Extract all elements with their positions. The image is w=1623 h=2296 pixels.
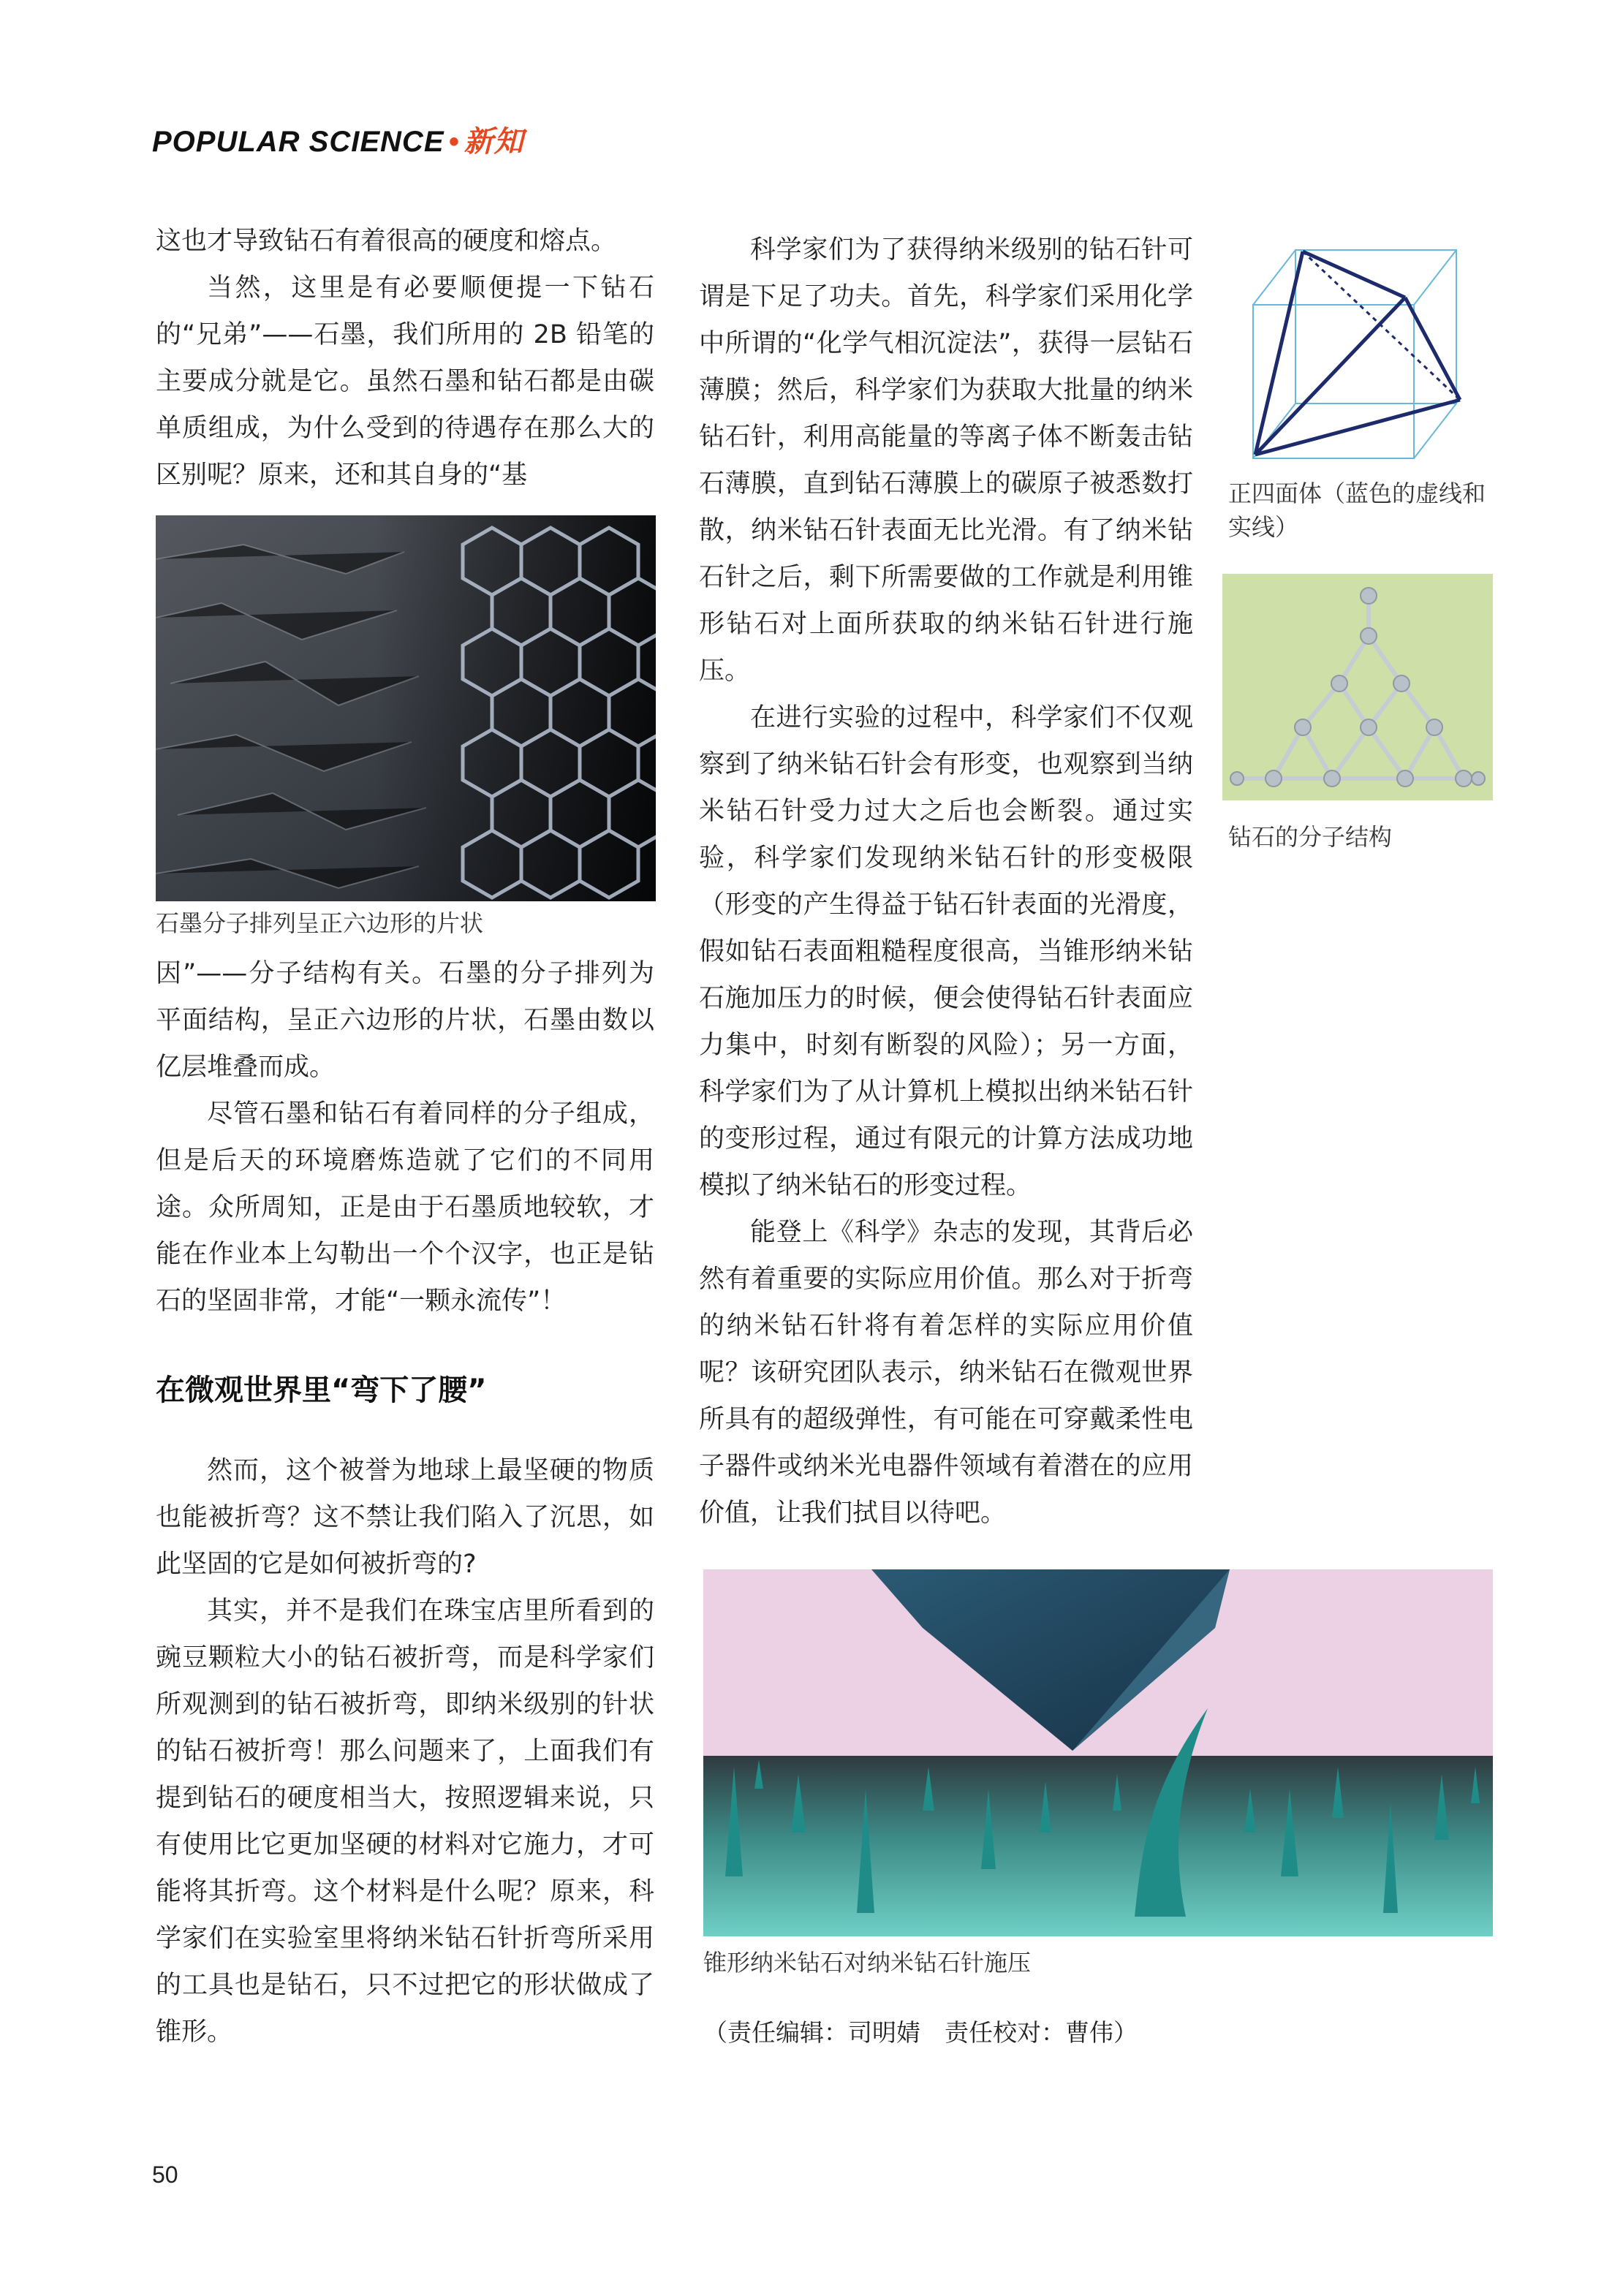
section-heading: 在微观世界里“弯下了腰”: [156, 1374, 487, 1407]
header-separator: •: [448, 126, 460, 158]
paragraph: 因”——分子结构有关。石墨的分子排列为平面结构，呈正六边形的片状，石墨由数以亿层堆叠而成。: [156, 959, 654, 1082]
diamond-structure-image: [1222, 574, 1493, 800]
diamond-caption: 钻石的分子结构: [1228, 823, 1393, 851]
cone-caption: 锥形纳米钻石对纳米钻石针施压: [703, 1949, 1032, 1977]
brand-name: POPULAR SCIENCE: [152, 126, 444, 158]
nano-cone-image: [703, 1569, 1493, 1936]
paragraph: 当然，这里是有必要顺便提一下钻石的“兄弟”——石墨，我们所用的 2B 铅笔的主要成分就是它。虽然石墨和钻石都是由碳单质组成，为什么受到的待遇存在那么大的区别呢？原来，还和其自身的“基: [156, 273, 654, 490]
tetrahedron-caption: 正四面体（蓝色的虚线和实线）: [1228, 480, 1486, 541]
paragraph: 这也才导致钻石有着很高的硬度和熔点。: [156, 227, 617, 256]
paragraph: 然而，这个被誉为地球上最坚硬的物质也能被折弯？这不禁让我们陷入了沉思，如此坚固的它是如何被折弯的?: [156, 1456, 654, 1579]
paragraph: 其实，并不是我们在珠宝店里所看到的豌豆颗粒大小的钻石被折弯，而是科学家们所观测到的钻石被折弯，即纳米级别的针状的钻石被折弯！那么问题来了，上面我们有提到钻石的硬度相当大，按照逻辑来说，只有使用比它更加坚硬的材料对它施力，才可能将其折弯。这个材料是什么呢？原来，科学家们在实验室里将纳米钻石针折弯所采用的工具也是钻石，只不过把它的形状做成了锥形。: [156, 1596, 654, 2047]
graphite-caption: 石墨分子排列呈正六边形的片状: [156, 909, 484, 937]
page-number: 50: [152, 2162, 178, 2188]
paragraph: 科学家们为了获得纳米级别的钻石针可谓是下足了功夫。首先，科学家们采用化学中所谓的“化学气相沉淀法”，获得一层钻石薄膜；然后，科学家们为获取大批量的纳米钻石针，利用高能量的等离子体不断轰击钻石薄膜，直到钻石薄膜上的碳原子被悉数打散，纳米钻石针表面无比光滑。有了纳米钻石针之后，剩下所需要做的工作就是利用锥形钻石对上面所获取的纳米钻石针进行施压。: [699, 235, 1193, 686]
graphite-image: [156, 515, 656, 901]
editor-credit: （责任编辑：司明婧 责任校对：曹伟）: [703, 2018, 1138, 2047]
paragraph: 能登上《科学》杂志的发现，其背后必然有着重要的实际应用价值。那么对于折弯的纳米钻石针将有着怎样的实际应用价值呢？该研究团队表示，纳米钻石在微观世界所具有的超级弹性，有可能在可穿戴柔性电子器件或纳米光电器件领域有着潜在的应用价值，让我们拭目以待吧。: [699, 1218, 1193, 1528]
left-column-top: [156, 218, 654, 499]
paragraph: 在进行实验的过程中，科学家们不仅观察到了纳米钻石针会有形变，也观察到当纳米钻石针受力过大之后也会断裂。通过实验，科学家们发现纳米钻石针的形变极限（形变的产生得益于钻石针表面的光滑度，假如钻石表面粗糙程度很高，当锥形纳米钻石施加压力的时候，便会使得钻石针表面应力集中，时刻有断裂的风险）；另一方面，科学家们为了从计算机上模拟出纳米钻石针的变形过程，通过有限元的计算方法成功地模拟了纳米钻石的形变过程。: [699, 703, 1193, 1200]
tetrahedron-diagram: [1222, 235, 1493, 462]
left-column-bottom: [156, 1447, 654, 2056]
section-name: 新知: [464, 126, 524, 158]
paragraph: 尽管石墨和钻石有着同样的分子组成，但是后天的环境磨炼造就了它们的不同用途。众所周知，正是由于石墨质地较软，才能在作业本上勾勒出一个个汉字，也正是钻石的坚固非常，才能“一颗永流传”！: [156, 1099, 654, 1316]
magazine-header: [152, 118, 524, 160]
left-column-middle: [156, 950, 654, 1325]
middle-column: [699, 227, 1193, 1537]
